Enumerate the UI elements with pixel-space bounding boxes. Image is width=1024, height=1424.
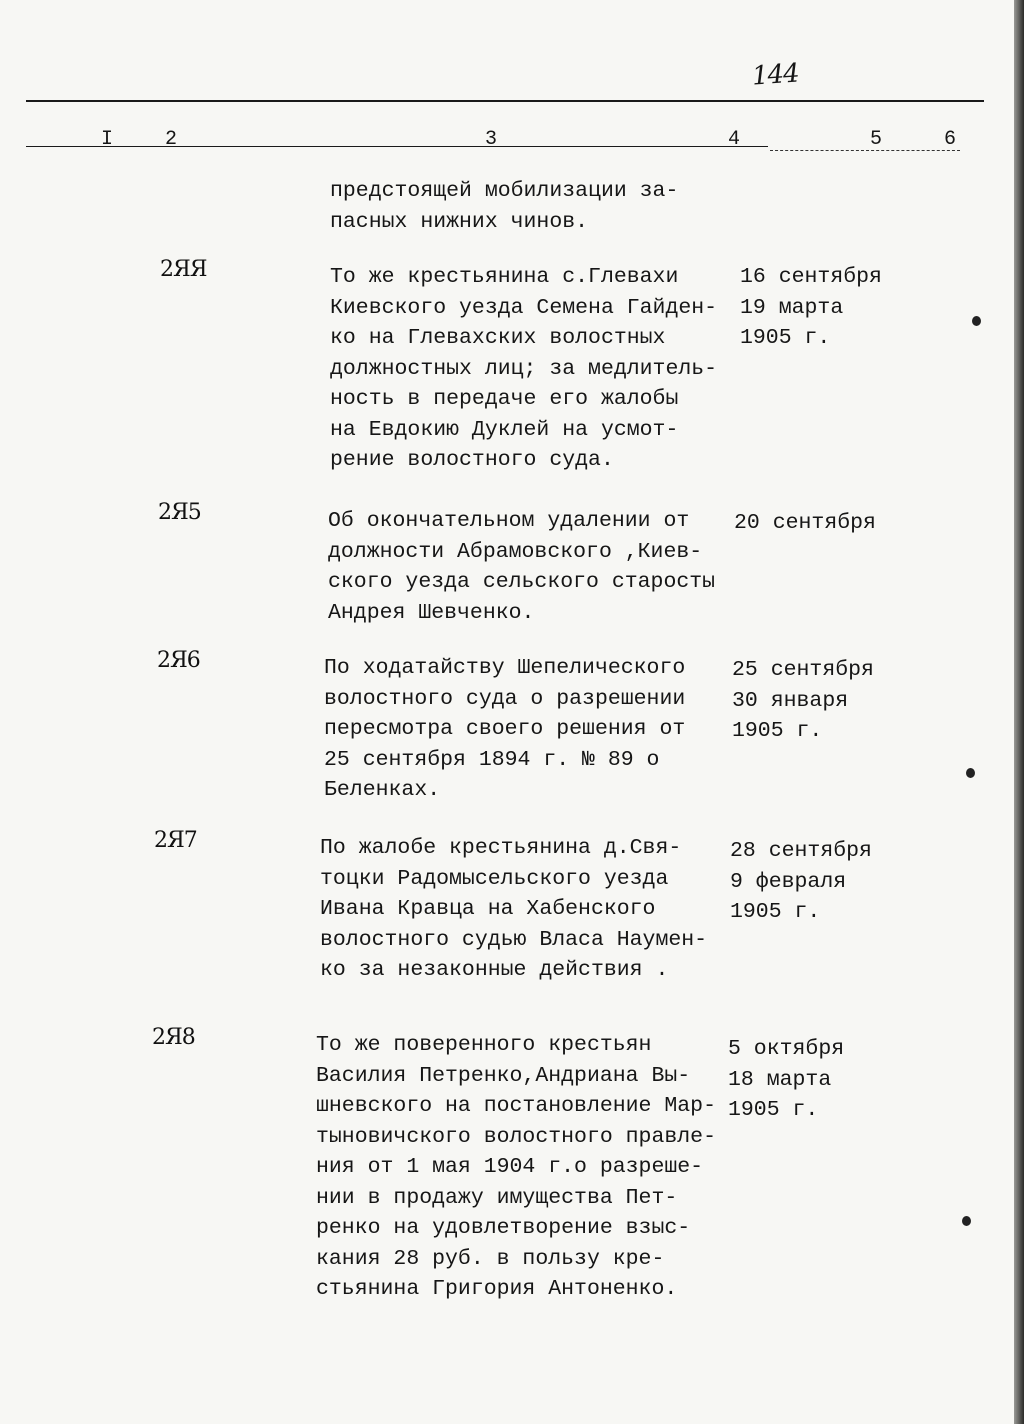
entry-dates (734, 508, 914, 539)
text-line: на Евдокию Дуклей на усмот- (330, 417, 679, 442)
date-line: 1905 г. (732, 719, 823, 743)
text-line: Киевского уезда Семена Гайден- (330, 295, 718, 320)
column-header-1: I (101, 128, 114, 151)
punch-hole-speck (966, 768, 975, 778)
text-line: 25 сентября 1894 г. № 89 о (324, 747, 660, 772)
text-line: волостного судью Власа Наумен- (320, 927, 708, 952)
entry-description (324, 653, 724, 806)
text-line: По жалобе крестьянина д.Свя- (320, 836, 682, 860)
date-line: 1905 г. (730, 900, 821, 924)
entry-dates (730, 836, 910, 928)
date-line: 19 марта (740, 295, 844, 320)
date-line: 18 марта (728, 1067, 832, 1092)
date-line: 28 сентября (730, 839, 872, 863)
entry-dates (732, 655, 912, 747)
date-line: 1905 г. (728, 1098, 819, 1122)
text-line: пасных нижних чинов. (330, 209, 589, 234)
entry-number: 2Я6 (157, 648, 200, 673)
entry-number: 2ЯЯ (160, 257, 207, 282)
text-line: То же поверенного крестьян (316, 1033, 652, 1057)
date-line: 5 октября (728, 1037, 845, 1061)
column-header-2: 2 (165, 128, 178, 151)
column-header-5: 5 (870, 128, 883, 151)
page-number: 144 (751, 58, 800, 92)
text-line: Об окончательном удалении от (328, 509, 690, 533)
date-line: 16 сентября (740, 265, 882, 289)
text-line: Беленках. (324, 778, 441, 802)
date-line: 30 января (732, 688, 849, 713)
entry-number: 2Я8 (152, 1025, 195, 1050)
entry-description (330, 262, 730, 476)
text-line: По ходатайству Шепелического (324, 656, 686, 680)
entry-dates (740, 262, 920, 354)
text-line: То же крестьянина с.Глевахи (330, 265, 679, 289)
text-line: кания 28 руб. в пользу кре- (316, 1246, 665, 1271)
text-line: ко за незаконные действия . (320, 958, 669, 982)
text-line: тоцки Радомысельского уезда (320, 866, 669, 891)
text-line: Ивана Кравца на Хабенского (320, 897, 656, 921)
entry-description (320, 833, 720, 986)
text-line: волостного суда о разрешении (324, 686, 686, 711)
column-header-3: 3 (485, 128, 498, 151)
continuation-text (330, 176, 730, 237)
entry-description (316, 1030, 716, 1305)
text-line: предстоящей мобилизации за- (330, 179, 679, 203)
text-line: должностных лиц; за медлитель- (330, 356, 718, 381)
entry-dates (728, 1034, 908, 1126)
text-line: ко на Глевахских волостных (330, 326, 666, 350)
scan-edge-shadow (1014, 0, 1024, 1424)
text-line: ность в передаче его жалобы (330, 387, 679, 411)
date-line: 25 сентября (732, 658, 874, 682)
text-line: ния от 1 мая 1904 г.о разреше- (316, 1155, 704, 1179)
entry-number: 2Я5 (158, 500, 201, 525)
text-line: шневского на постановление Мар- (316, 1094, 716, 1118)
text-line: ского уезда сельского старосты (328, 570, 716, 594)
entry-description (328, 506, 728, 628)
entry-number: 2Я7 (154, 828, 197, 853)
header-rule-dotted (770, 150, 960, 151)
text-line: должности Абрамовского ,Киев- (328, 539, 703, 564)
text-line: тыновичского волостного правле- (316, 1124, 716, 1149)
header-rule (26, 146, 768, 147)
text-line: рение волостного суда. (330, 448, 614, 472)
date-line: 9 февраля (730, 869, 847, 894)
text-line: ренко на удовлетворение взыс- (316, 1216, 691, 1240)
text-line: стьянина Григория Антоненко. (316, 1277, 678, 1301)
punch-hole-speck (962, 1216, 971, 1226)
punch-hole-speck (972, 316, 981, 326)
date-line: 1905 г. (740, 326, 831, 350)
text-line: пересмотра своего решения от (324, 717, 686, 741)
column-header-4: 4 (728, 128, 741, 151)
text-line: Андрея Шевченко. (328, 600, 535, 625)
text-line: нии в продажу имущества Пет- (316, 1185, 678, 1210)
column-header-6: 6 (944, 128, 957, 151)
top-rule (26, 100, 984, 102)
date-line: 20 сентября (734, 511, 876, 535)
text-line: Василия Петренко,Андриана Вы- (316, 1063, 691, 1088)
